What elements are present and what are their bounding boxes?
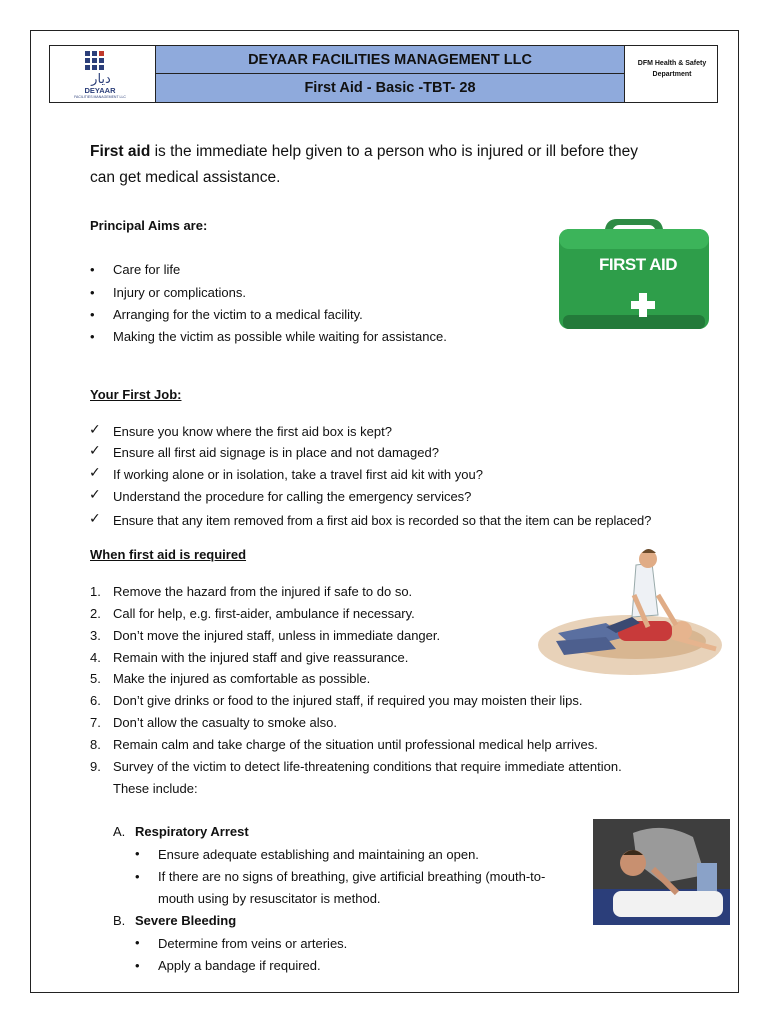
required-item: Survey of the victim to detect life-threatening conditions that require immediate attention. xyxy=(113,759,622,774)
intro-term: First aid xyxy=(90,143,151,160)
condition-a-title: Respiratory Arrest xyxy=(135,824,249,839)
document-header xyxy=(49,45,718,103)
principal-aims-heading: Principal Aims are: xyxy=(90,218,208,233)
logo-tagline: FACILITIES MANAGEMENT LLC xyxy=(74,95,126,99)
logo-arabic-text: ديار xyxy=(91,72,111,87)
kit-label: FIRST AID xyxy=(599,255,677,274)
list-number: 5. xyxy=(90,671,101,686)
bullet-icon: • xyxy=(135,846,140,861)
check-icon: ✓ xyxy=(89,422,101,438)
required-item: Call for help, e.g. first-aider, ambulance if necessary. xyxy=(113,606,415,621)
aim-item: Injury or complications. xyxy=(113,285,246,300)
bullet-icon: • xyxy=(90,285,95,300)
list-number: 2. xyxy=(90,606,101,621)
aim-item: Care for life xyxy=(113,262,181,277)
bullet-icon: • xyxy=(90,329,95,344)
department-label xyxy=(626,46,718,102)
department-line-1: DFM Health & Safety xyxy=(637,60,707,67)
required-item: Don’t give drinks or food to the injured staff, if required you may moisten their lips. xyxy=(113,693,583,708)
first-job-item: Ensure you know where the first aid box is kept? xyxy=(113,424,392,439)
first-job-item: If working alone or in isolation, take a travel first aid kit with you? xyxy=(113,467,483,482)
bullet-icon: • xyxy=(135,935,140,950)
first-job-heading: Your First Job: xyxy=(90,387,182,402)
list-number: 6. xyxy=(90,693,101,708)
condition-b-title: Severe Bleeding xyxy=(135,913,237,928)
first-job-item: Understand the procedure for calling the emergency services? xyxy=(113,489,472,504)
aim-item: Making the victim as possible while waiting for assistance. xyxy=(113,329,447,344)
first-aid-illustration xyxy=(536,545,724,677)
bullet-icon: • xyxy=(135,958,140,973)
check-icon: ✓ xyxy=(89,443,101,459)
list-number: 3. xyxy=(90,628,101,643)
required-item: Remain calm and take charge of the situation until professional medical help arrives. xyxy=(113,737,598,752)
department-line-2: Department xyxy=(652,71,692,78)
required-item-continuation: These include: xyxy=(113,781,198,796)
required-item: Make the injured as comfortable as possible. xyxy=(113,671,371,686)
list-number: 8. xyxy=(90,737,101,752)
required-item: Don’t allow the casualty to smoke also. xyxy=(113,715,337,730)
intro-paragraph xyxy=(90,139,700,191)
required-item: Don’t move the injured staff, unless in immediate danger. xyxy=(113,628,441,643)
bullet-icon: • xyxy=(90,262,95,277)
first-job-item: Ensure all first aid signage is in place and not damaged? xyxy=(113,445,439,460)
company-logo xyxy=(50,46,156,102)
check-icon: ✓ xyxy=(89,511,101,527)
required-item: Remove the hazard from the injured if safe to do so. xyxy=(113,584,413,599)
condition-a-label: A. xyxy=(113,824,126,839)
condition-a-item: Ensure adequate establishing and maintaining an open. xyxy=(158,847,479,862)
list-number: 4. xyxy=(90,650,101,665)
logo-name: DEYAAR xyxy=(84,86,116,95)
condition-b-item: Apply a bandage if required. xyxy=(158,958,321,973)
check-icon: ✓ xyxy=(89,465,101,481)
first-aid-kit-image xyxy=(555,215,713,337)
intro-line-1: is the immediate help given to a person who is injured or ill before they xyxy=(150,143,638,160)
bullet-icon: • xyxy=(90,307,95,322)
intro-line-2: can get medical assistance. xyxy=(90,169,281,186)
condition-a-item-continuation: mouth using by resuscitator is method. xyxy=(158,891,381,906)
required-item: Remain with the injured staff and give reassurance. xyxy=(113,650,409,665)
cpr-photo xyxy=(593,819,730,925)
list-number: 1. xyxy=(90,584,101,599)
first-job-item: Ensure that any item removed from a first aid box is recorded so that the item can be replaced? xyxy=(113,513,652,528)
check-icon: ✓ xyxy=(89,487,101,503)
condition-b-label: B. xyxy=(113,913,126,928)
when-required-heading: When first aid is required xyxy=(90,547,247,562)
list-number: 9. xyxy=(90,759,101,774)
aim-item: Arranging for the victim to a medical facility. xyxy=(113,307,363,322)
document-subtitle: First Aid - Basic -TBT- 28 xyxy=(156,74,625,102)
condition-b-item: Determine from veins or arteries. xyxy=(158,936,348,951)
bullet-icon: • xyxy=(135,869,140,884)
condition-a-item: If there are no signs of breathing, give artificial breathing (mouth-to- xyxy=(158,869,546,884)
company-title: DEYAAR FACILITIES MANAGEMENT LLC xyxy=(156,46,625,74)
list-number: 7. xyxy=(90,715,101,730)
